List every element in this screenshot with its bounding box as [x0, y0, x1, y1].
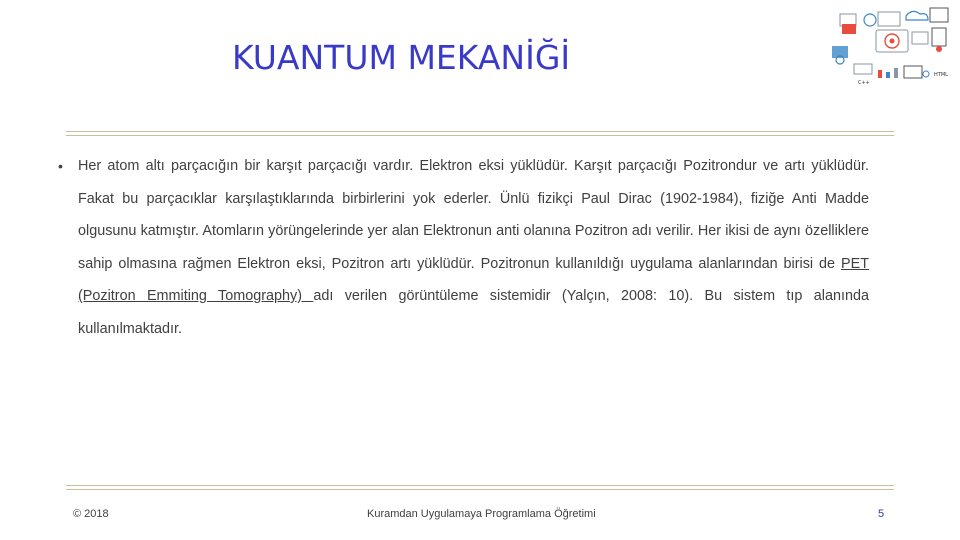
top-divider — [66, 131, 894, 136]
footer-title: Kuramdan Uygulamaya Programlama Öğretimi — [367, 508, 596, 520]
body-paragraph — [78, 150, 869, 345]
logo-html-label: HTML — [934, 72, 948, 78]
footer-copyright: © 2018 — [73, 508, 109, 520]
programming-illustration-icon — [826, 2, 954, 88]
slide-title: KUANTUM MEKANİĞİ — [232, 38, 571, 77]
pet-link[interactable]: PET (Pozitron Emmiting Tomography) — [78, 255, 869, 304]
page-number: 5 — [878, 508, 885, 520]
paragraph-part-2: adı verilen görüntüleme sistemidir (Yalçın, 2008: 10). Bu sistem tıp alanında kullanılmaktadır. — [78, 288, 869, 337]
paragraph-part-1: Her atom altı parçacığın bir karşıt parçacığı vardır. Elektron eksi yüklüdür. Karşıt parçacığı Pozitrondur ve artı yüklüdür. Fakat bu parçacıklar karşılaştıklarında birbirlerini yok ederler. Ünlü fizikçi Paul Dirac (1902-1984), fiziğe Anti Madde olgusunu katmıştır. Atomların yörüngelerinde yer alan Elektronun anti olanına Pozitron adı verilir. Her ikisi de aynı özelliklere sahip olmasına rağmen Elektron eksi, Pozitron artı yüklüdür. Pozitronun kullanıldığı uygulama alanlarından birisi de — [78, 158, 869, 272]
bullet-marker: • — [58, 158, 63, 174]
bottom-divider — [66, 485, 894, 490]
logo-cpp-label: C++ — [858, 80, 870, 86]
